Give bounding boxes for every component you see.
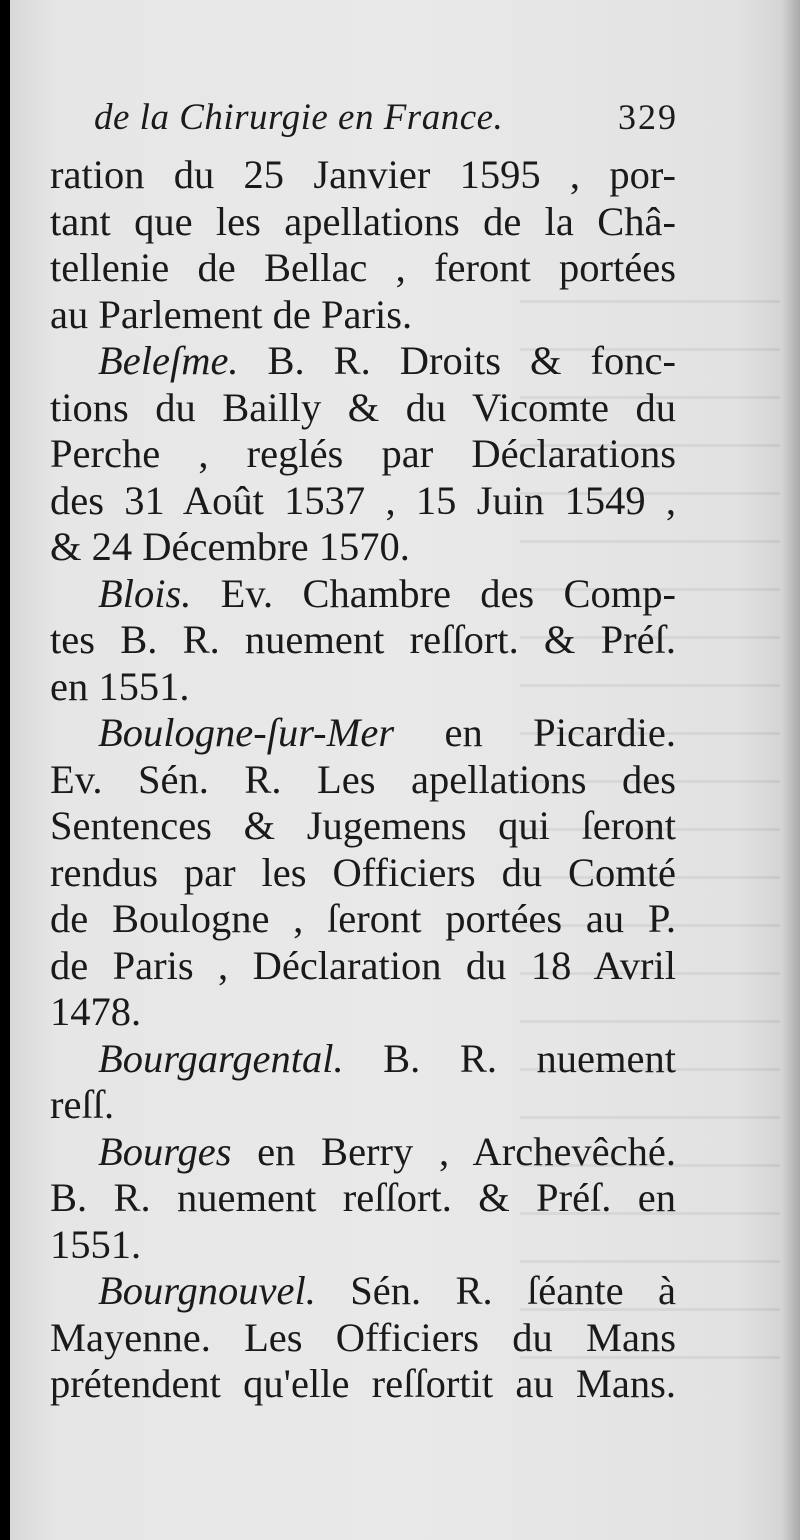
entry-text: en Picardie. (394, 710, 676, 755)
text-line: reſſ. (50, 1082, 115, 1127)
entry-place-name: Blois. (98, 570, 192, 616)
page-gutter-shadow (782, 0, 800, 1540)
text-line: prétendent qu'elle reſſortit au Mans. (50, 1361, 676, 1406)
entry-place-name: Boulogne-ſur-Mer (98, 710, 395, 755)
text-line: tellenie de Bellac , feront portées (50, 245, 676, 290)
book-page (10, 0, 800, 1540)
entry-first-line (50, 1036, 676, 1083)
running-head-title: de la Chirurgie en France. (94, 97, 504, 138)
entry-place-name: Bourgnouvel. (98, 1268, 316, 1313)
body-text (50, 152, 676, 1408)
page-number: 329 (618, 97, 678, 137)
text-line: en 1551. (50, 663, 190, 709)
text-line: B. R. nuement reſſort. & Préſ. en (50, 1175, 676, 1220)
entry-place-name: Bourgargental. (98, 1035, 344, 1081)
text-line: tes B. R. nuement reſſort. & Préſ. (50, 617, 676, 662)
text-line: de Boulogne , ſeront portées au P. (50, 896, 676, 941)
text-line: de Paris , Déclaration du 18 Avril (50, 942, 676, 988)
entry-first-line (50, 338, 676, 385)
text-line: au Parlement de Paris. (50, 291, 413, 337)
text-line: Mayenne. Les Officiers du Mans (50, 1314, 676, 1360)
entry-place-name: Bourges (98, 1128, 232, 1174)
text-line: tions du Bailly & du Vicomte du (50, 384, 676, 430)
entry-text: B. R. nuement (343, 1035, 676, 1081)
entry-first-line (50, 571, 676, 618)
entry-first-line (50, 710, 676, 757)
text-line: & 24 Décembre 1570. (50, 524, 410, 569)
entry-first-line (50, 1268, 676, 1315)
text-line: 1551. (50, 1221, 142, 1267)
text-line: Sentences & Jugemens qui ſeront (50, 803, 676, 848)
text-line: ration du 25 Janvier 1595 , por- (50, 152, 676, 197)
text-line: Ev. Sén. R. Les apellations des (50, 756, 676, 802)
text-line: des 31 Août 1537 , 15 Juin 1549 , (50, 477, 676, 523)
entry-text: Ev. Chambre des Comp- (191, 570, 676, 616)
entry-first-line (50, 1129, 676, 1176)
text-line: rendus par les Officiers du Comté (50, 849, 676, 895)
entry-text: en Berry , Archevêché. (231, 1128, 676, 1174)
text-line: Perche , reglés par Déclarations (50, 431, 676, 476)
entry-place-name: Beleſme. (98, 338, 239, 383)
running-head (94, 96, 678, 152)
text-line: tant que les apellations de la Châ- (50, 198, 676, 244)
entry-text: Sén. R. ſéante à (315, 1268, 676, 1313)
entry-text: B. R. Droits & fonc- (238, 338, 676, 383)
text-line: 1478. (50, 989, 142, 1034)
